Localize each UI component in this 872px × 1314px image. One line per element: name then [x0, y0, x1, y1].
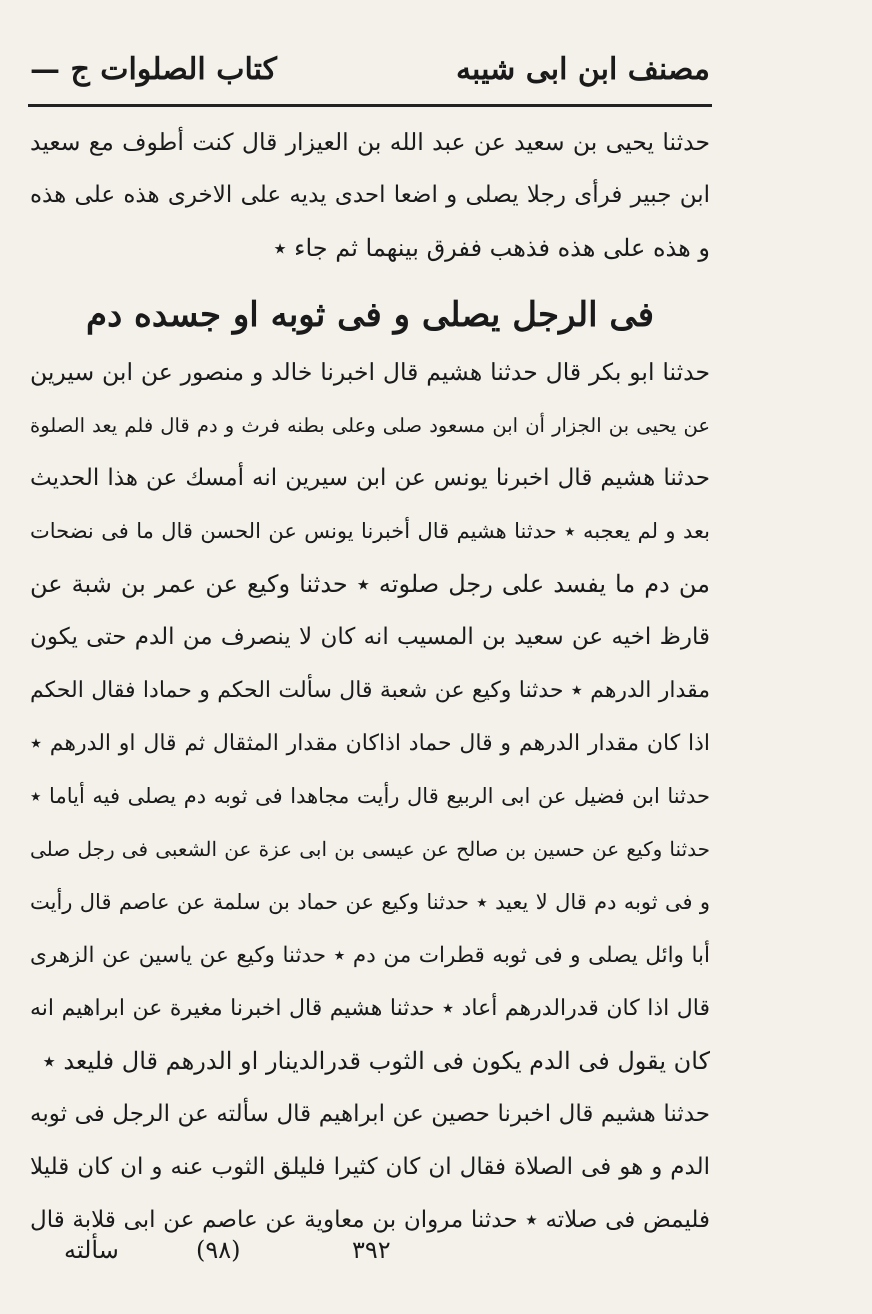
text-line: قارظ اخيه عن سعيد بن المسيب انه كان لا ينصرف من الدم حتى يكون — [30, 624, 710, 650]
page-header — [30, 52, 710, 98]
folio-number: (٩٨) — [196, 1236, 241, 1264]
section-title: كتاب الصلوات ج — — [30, 52, 277, 87]
text-line: كان يقول فى الدم يكون فى الثوب قدرالدينار او الدرهم قال فليعد ٭ — [42, 1047, 710, 1075]
text-line: حدثنا هشيم قال اخبرنا يونس عن ابن سيرين انه أمسك عن هذا الحديث — [30, 465, 710, 491]
body-paragraph — [30, 346, 710, 1247]
text-line: و فى ثوبه دم قال لا يعيد ٭ حدثنا وكيع عن حماد بن سلمة عن عاصم قال رأيت — [30, 890, 710, 914]
book-title: مصنف ابن ابى شيبه — [455, 52, 710, 87]
text-line: حدثنا وكيع عن حسين بن صالح عن عيسى بن ابى عزة عن الشعبى فى رجل صلى — [30, 837, 710, 861]
text-line: الدم و هو فى الصلاة فقال ان كان كثيرا فليلق الثوب عنه و ان كان قليلا — [30, 1154, 710, 1180]
catchword: سألته — [64, 1236, 119, 1264]
text-line: أبا وائل يصلى و فى ثوبه قطرات من دم ٭ حدثنا وكيع عن ياسين عن الزهرى — [30, 943, 710, 968]
text-line: ابن جبير فرأى رجلا يصلى و اضعا احدى يديه على الاخرى هذه على هذه — [30, 182, 710, 208]
text-line: حدثنا ابو بكر قال حدثنا هشيم قال اخبرنا خالد و منصور عن ابن سيرين — [30, 358, 710, 386]
text-line: حدثنا يحيى بن سعيد عن عبد الله بن العيزار قال كنت أطوف مع سعيد — [30, 128, 710, 156]
page-footer — [30, 1236, 710, 1276]
text-line: من دم ما يفسد على رجل صلوته ٭ حدثنا وكيع عن عمر بن شبة عن — [30, 570, 710, 598]
text-line: اذا كان مقدار الدرهم و قال حماد اذاكان مقدار المثقال ثم قال او الدرهم ٭ — [30, 731, 710, 756]
intro-paragraph — [30, 116, 710, 275]
text-line: حدثنا هشيم قال اخبرنا حصين عن ابراهيم قال سألته عن الرجل فى ثوبه — [30, 1101, 710, 1127]
text-line: حدثنا ابن فضيل عن ابى الربيع قال رأيت مجاهدا فى ثوبه دم يصلى فيه أياما ٭ — [30, 784, 710, 808]
text-line: قال اذا كان قدرالدرهم أعاد ٭ حدثنا هشيم قال اخبرنا مغيرة عن ابراهيم انه — [30, 996, 710, 1021]
text-line: مقدار الدرهم ٭ حدثنا وكيع عن شعبة قال سألت الحكم و حمادا فقال الحكم — [30, 678, 710, 703]
text-line: بعد و لم يعجبه ٭ حدثنا هشيم قال أخبرنا يونس عن الحسن قال ما فى نضحات — [30, 519, 710, 543]
page-number: ٣٩٢ — [352, 1236, 391, 1264]
text-line: عن يحيى بن الجزار أن ابن مسعود صلى وعلى بطنه فرث و دم قال فلم يعد الصلوة — [30, 414, 710, 437]
text-line: فليمض فى صلاته ٭ حدثنا مروان بن معاوية عن عاصم عن ابى قلابة قال — [30, 1207, 710, 1233]
text-line: و هذه على هذه فذهب ففرق بينهما ثم جاء ٭ — [273, 234, 710, 262]
header-rule — [28, 104, 712, 107]
chapter-heading: فى الرجل يصلى و فى ثوبه او جسده دم — [86, 295, 654, 335]
